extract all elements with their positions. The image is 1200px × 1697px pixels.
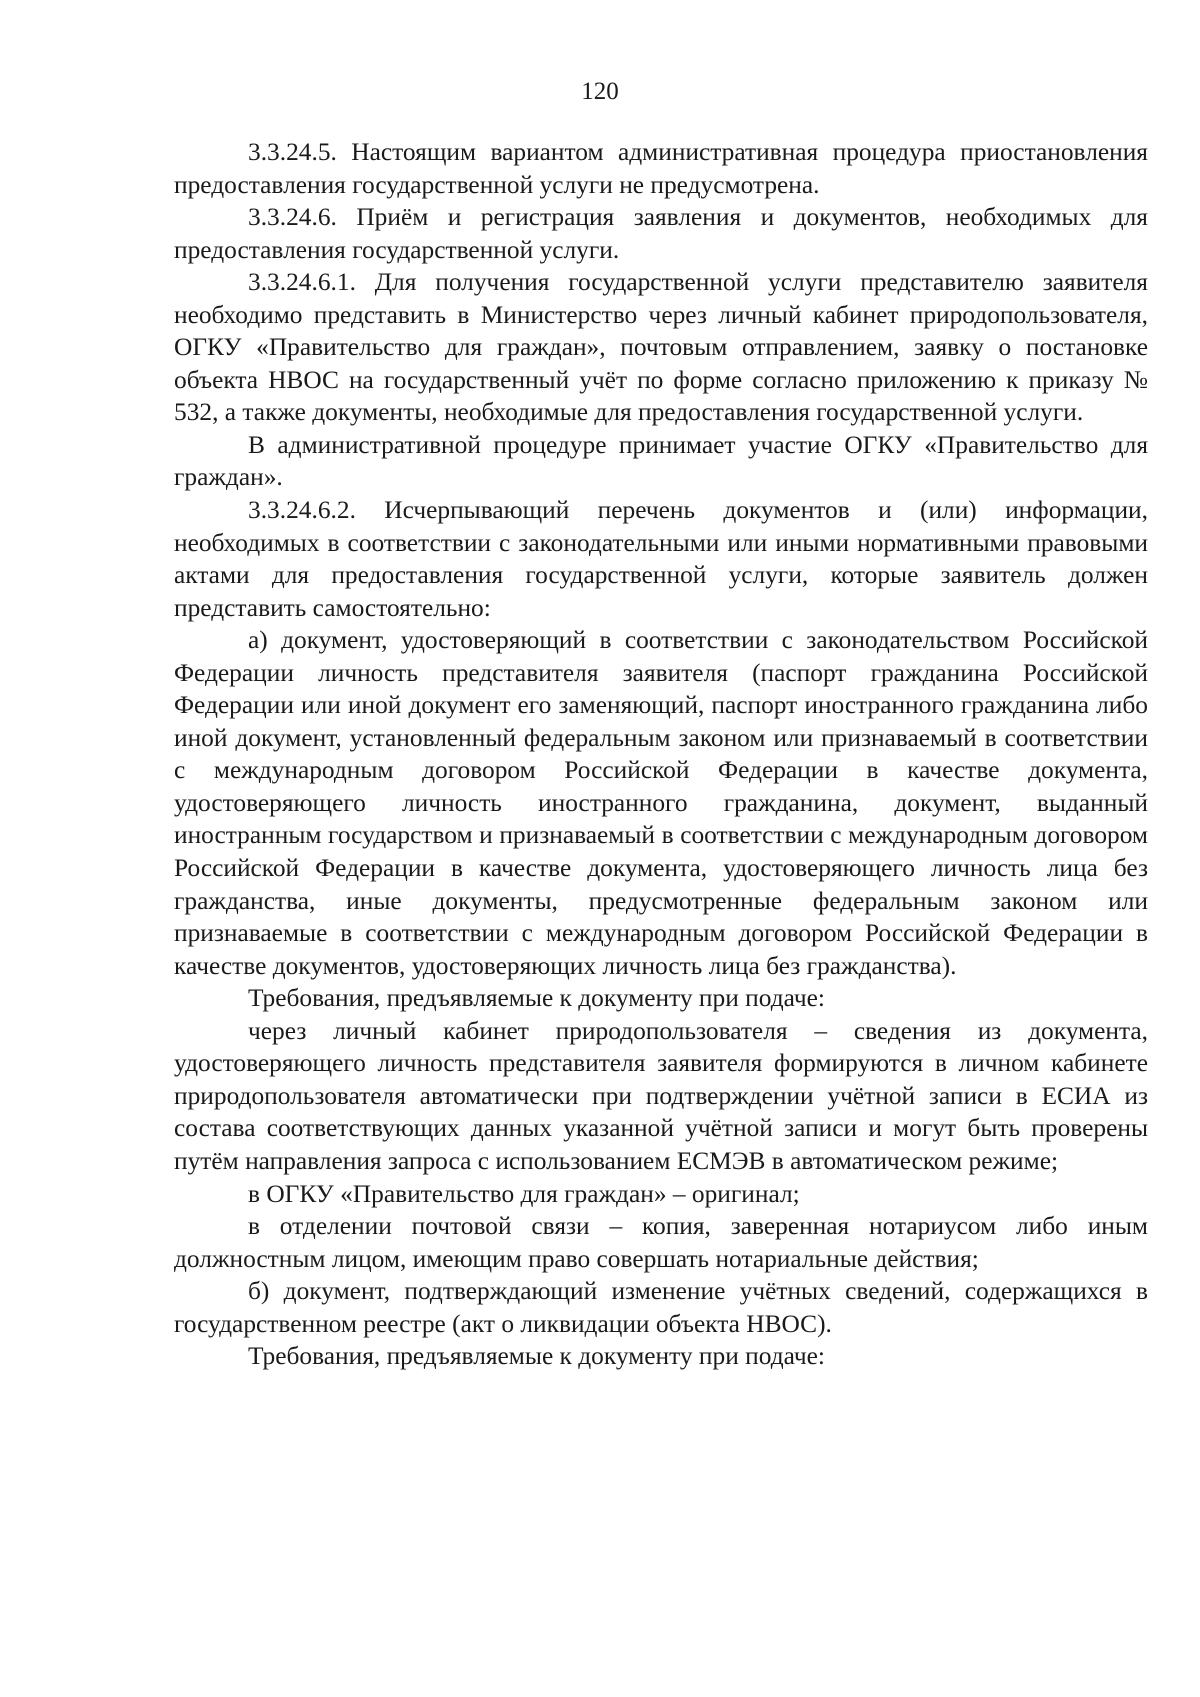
paragraph-post-office-copy: в отделении почтовой связи – копия, заверенная нотариусом либо иным должностным лицом, имеющим право совершать нотариальные действия;: [174, 1212, 1148, 1273]
list-item-b: б) документ, подтверждающий изменение учётных сведений, содержащихся в государственном реестре (акт о ликвидации объекта НВОС).: [174, 1277, 1148, 1338]
list-item-a: а) документ, удостоверяющий в соответствии с законодательством Российской Федерации личность представителя заявителя (паспорт гражданина Российской Федерации или иной документ его заменяющий, паспорт иностранного гражданина либо иной документ, установленный федеральным законом или признаваемый в соответствии с международным договором Российской Федерации в качестве документа, удостоверяющего личность иностранного гражданина, документ, выданный иностранным государством и признаваемый в соответствии с международным договором Российской Федерации в качестве документа, удостоверяющего личность лица без гражданства, иные документы, предусмотренные федеральным законом или признаваемые в соответствии с международным договором Российской Федерации в качестве документов, удостоверяющих личность лица без гражданства).: [174, 626, 1148, 980]
paragraph-ogku-original: в ОГКУ «Правительство для граждан» – оригинал;: [248, 1179, 800, 1208]
page-number: 120: [581, 78, 619, 105]
paragraph-3-3-24-6-1: 3.3.24.6.1. Для получения государственной услуги представителю заявителя необходимо представить в Министерство через личный кабинет природопользователя, ОГКУ «Правительство для граждан», почтовым отправлением, заявку о постановке объекта НВОС на государственный учёт по форме согласно приложению к приказу № 532, а также документы, необходимые для предоставления государственной услуги.: [174, 268, 1148, 427]
paragraph-3-3-24-5: 3.3.24.5. Настоящим вариантом административная процедура приостановления предоставления государственной услуги не предусмотрена.: [174, 138, 1148, 199]
paragraph-requirements-heading-2: Требования, предъявляемые к документу при подаче:: [248, 1342, 825, 1371]
document-body: [174, 136, 1148, 1373]
paragraph-requirements-heading: Требования, предъявляемые к документу при подаче:: [248, 984, 825, 1013]
paragraph-3-3-24-6-2: 3.3.24.6.2. Исчерпывающий перечень документов и (или) информации, необходимых в соответствии с законодательными или иными нормативными правовыми актами для предоставления государственной услуги, которые заявитель должен представить самостоятельно:: [174, 496, 1148, 622]
paragraph-personal-cabinet: через личный кабинет природопользователя – сведения из документа, удостоверяющего личность представителя заявителя формируются в личном кабинете природопользователя автоматически при подтверждении учётной записи в ЕСИА из состава соответствующих данных указанной учётной записи и могут быть проверены путём направления запроса с использованием ЕСМЭВ в автоматическом режиме;: [174, 1016, 1148, 1175]
paragraph-participation: В административной процедуре принимает участие ОГКУ «Правительство для граждан».: [174, 430, 1148, 492]
paragraph-3-3-24-6: 3.3.24.6. Приём и регистрация заявления и документов, необходимых для предоставления государственной услуги.: [174, 203, 1148, 264]
